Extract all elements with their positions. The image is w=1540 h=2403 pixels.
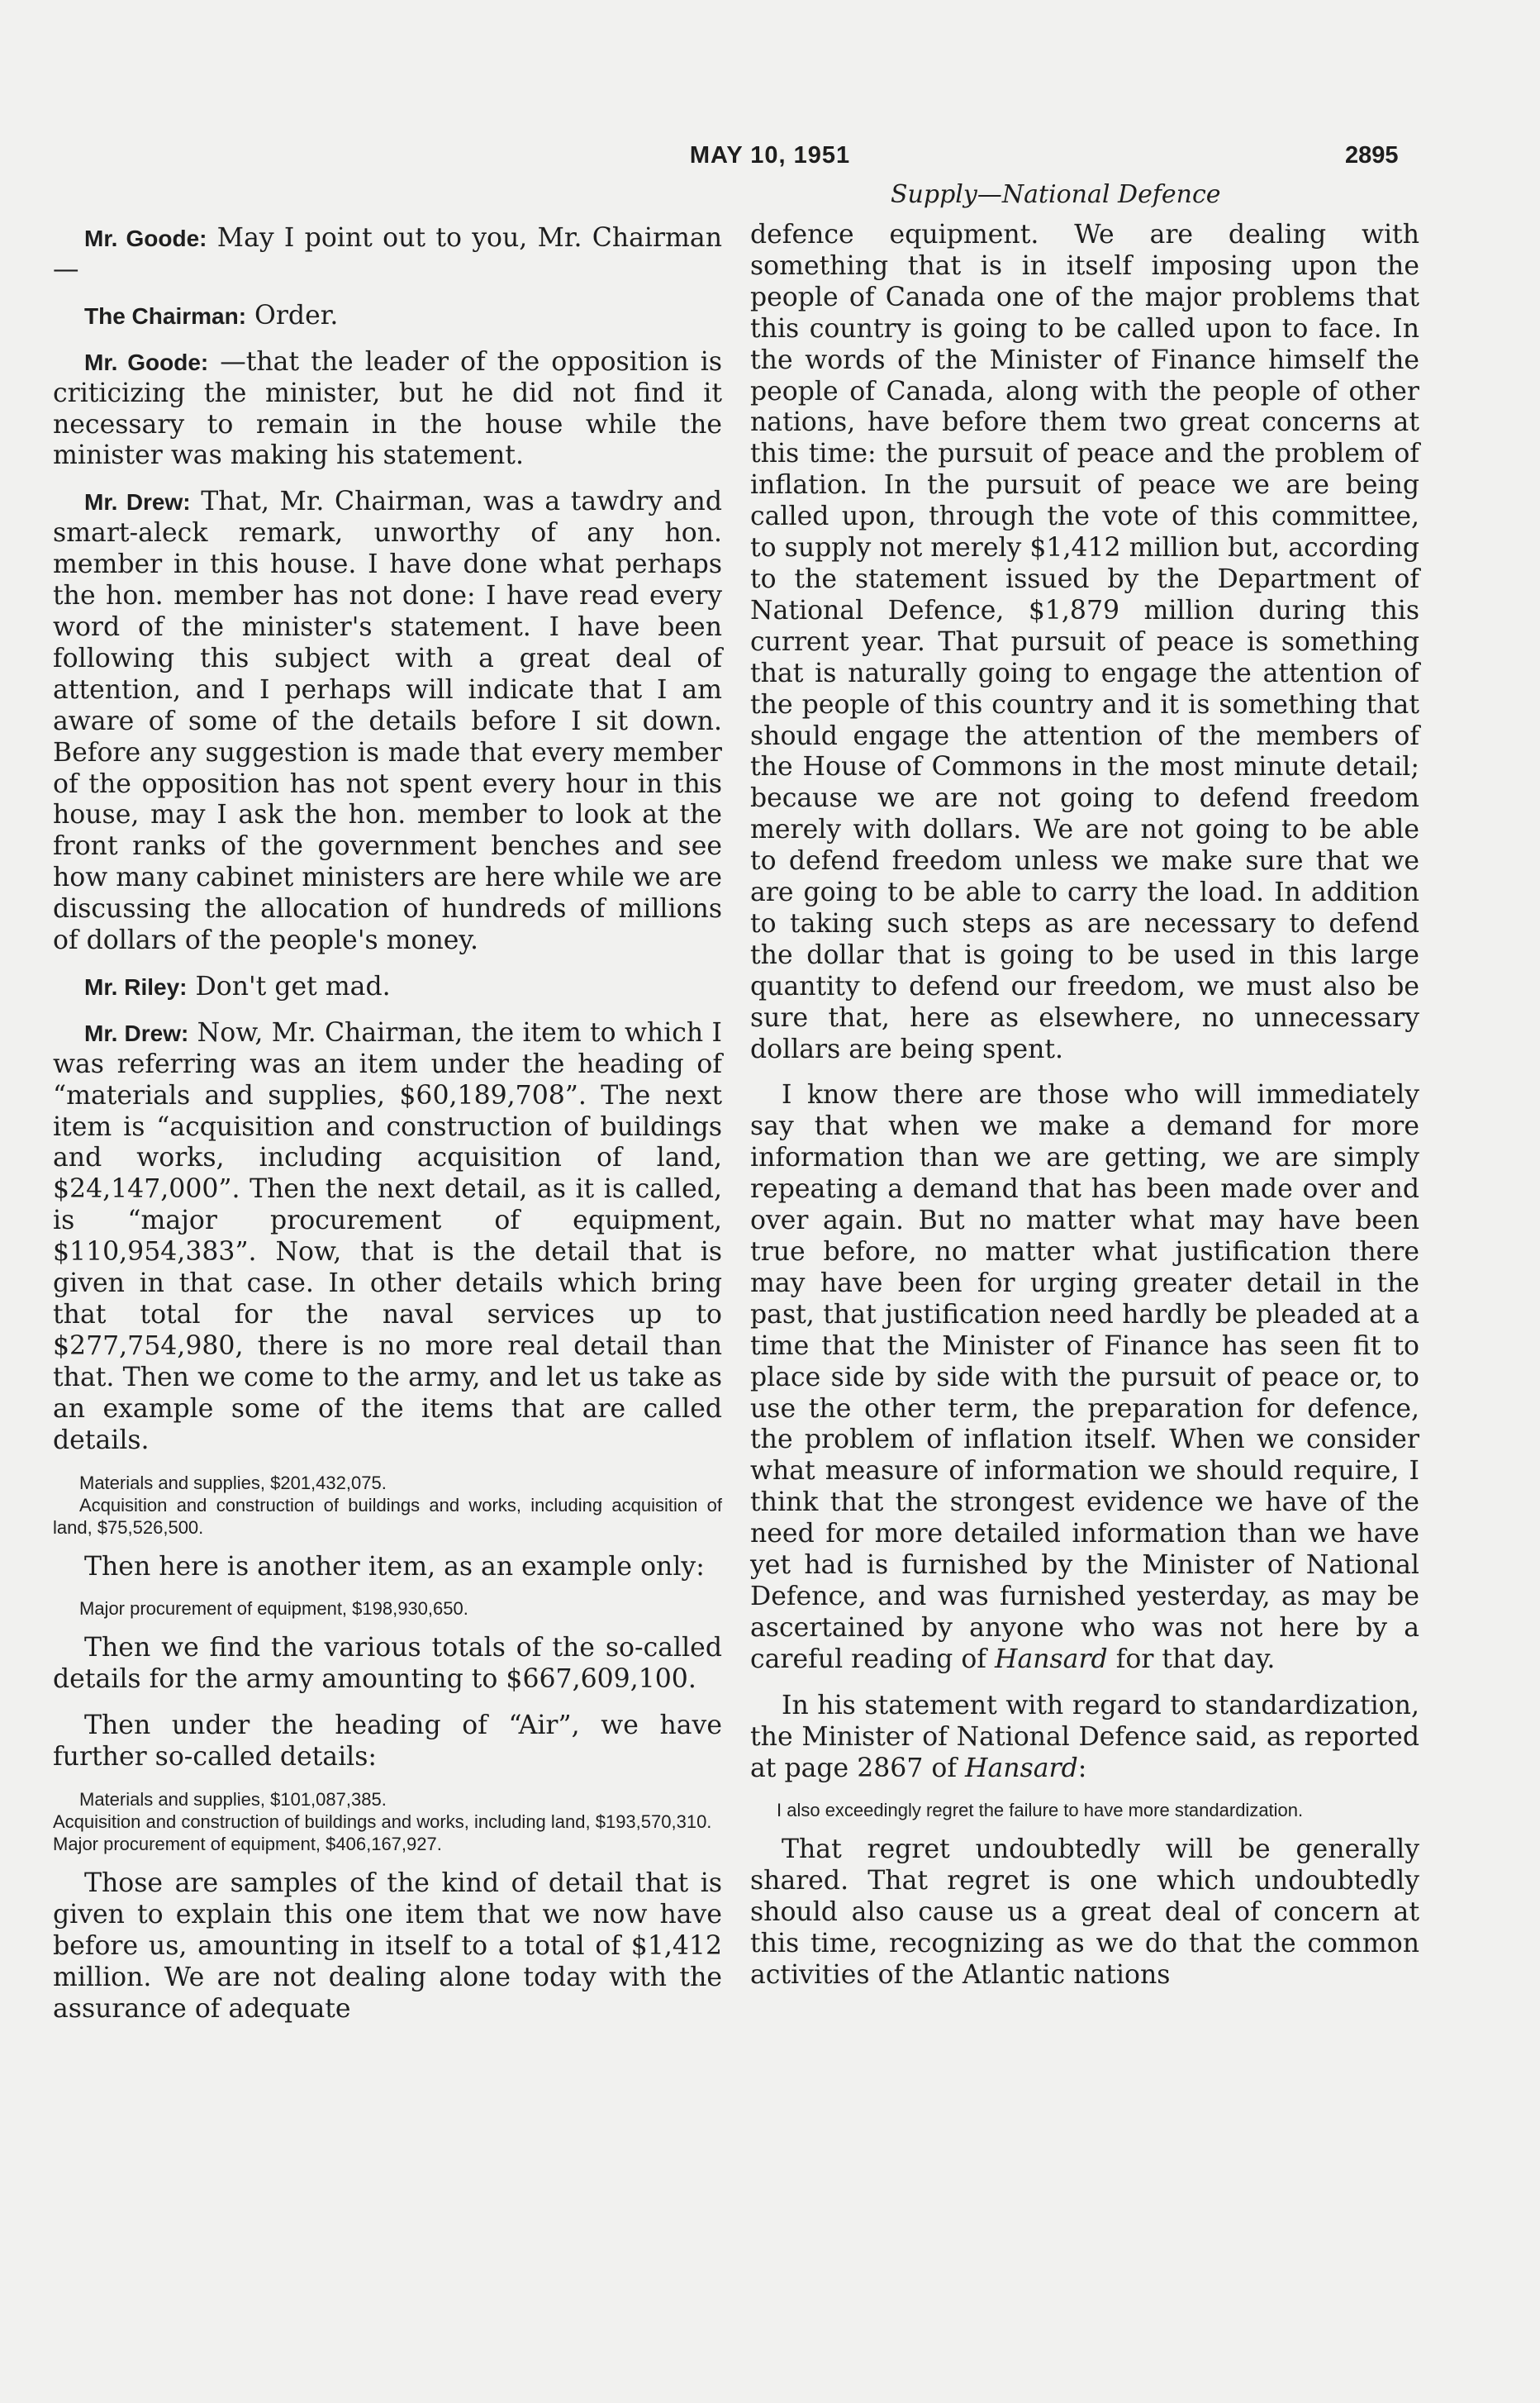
paragraph-text: May I point out to you, Mr. Chairman— [53, 223, 722, 284]
quote-line: Acquisition and construction of buildings and works, including land, $193,570,310. [53, 1811, 712, 1833]
paragraph-text: That, Mr. Chairman, was a tawdry and smart-aleck remark, unworthy of any hon. member in this house. I have done what perhaps the hon. member has not done: I have read every word of the minister's statement. I have been following this subject with a great deal of attention, and I perhaps will indicate that I am aware of some of the details before I sit down. Before any suggestion is made that every member of the opposition has not spent every hour in this house, may I ask the hon. member to look at the front ranks of the government benches and see how many cabinet ministers are here while we are discussing the allocation of hundreds of millions of dollars of the people's money. [53, 487, 723, 956]
speaker-name: Mr. Drew: [84, 1020, 189, 1046]
paragraph: defence equipment. We are dealing with something that is in itself imposing upon the people of Canada one of the major problems that this country is going to be called upon to face. In the words of the Minister of Finance himself the people of Canada, along with the people of other nations, have before them two great concerns at this time: the pursuit of peace and the problem of inflation. In the pursuit of peace we are being called upon, through the vote of this committee, to supply not merely $1,412 million but, according to the statement issued by the Department of National Defence, $1,879 million during this current year. That pursuit of peace is something that is naturally going to engage the attention of the people of this country and it is something that should engage the attention of the members of the House of Commons in the most minute detail; because we are not going to defend freedom merely with dollars. We are not going to be able to defend freedom unless we make sure that we are going to be able to carry the load. In addition to taking such steps as are necessary to defend the dollar that is going to be used in this large quantity to defend our freedom, we must also be sure that, here as elsewhere, no unnecessary dollars are being spent. [750, 220, 1419, 1064]
quote-line: Major procurement of equipment, $406,167,927. [53, 1834, 442, 1855]
paragraph: Those are samples of the kind of detail that is given to explain this one item that we now have before us, amounting in itself to a total of $1,412 million. We are not dealing alone today with the assurance of adequate [53, 1868, 722, 2024]
paragraph-text: Now, Mr. Chairman, the item to which I was referring was an item under the heading of “materials and supplies, $60,189,708”. The next item is “acquisition and construction of buildings and works, including acquisition of land, $24,147,000”. Then the next detail, as it is called, is “major procurement of equipment, $110,954,383”. Now, that is the detail that is given in that case. In other details which bring that total for the naval services up to $277,754,980, there is no more real detail than that. Then we come to the army, and let us take as an example some of the items that are called details. [53, 1017, 722, 1455]
page-number: 2895 [1345, 142, 1399, 169]
speaker-name: Mr. Goode: [84, 349, 209, 375]
paragraph [750, 1691, 1419, 1785]
quote-line: I also exceedingly regret the failure to have more standardization. [777, 1800, 1304, 1821]
quoted-list [53, 1472, 722, 1539]
paragraph [53, 972, 722, 1003]
paragraph: Then here is another item, as an example only: [84, 1551, 705, 1582]
quote-line: Acquisition and construction of buildings and works, including acquisition of land, $75,526,500. [53, 1494, 722, 1538]
left-column [53, 223, 722, 2040]
header-date: MAY 10, 1951 [689, 142, 851, 169]
hansard-ref: Hansard [994, 1644, 1108, 1674]
paragraph [53, 347, 722, 473]
paragraph [53, 301, 722, 332]
hansard-ref: Hansard [965, 1753, 1078, 1783]
speaker-name: The Chairman: [84, 302, 247, 329]
quotation [750, 1799, 1419, 1821]
paragraph [53, 1018, 722, 1457]
quote-line: Major procurement of equipment, $198,930,650. [79, 1598, 468, 1620]
paragraph [750, 1080, 1419, 1675]
speaker-name: Mr. Riley: [84, 973, 188, 1000]
paragraph: That regret undoubtedly will be generally shared. That regret is one which undoubtedly should also cause us a great deal of concern at this time, recognizing as we do that the common activities of the Atlantic nations [750, 1834, 1419, 1991]
paragraph-text: I know there are those who will immediately say that when we make a demand for more information than we are getting, we are simply repeating a demand that has been made over and over again. But no matter what may have been true before, no matter what justification there may have been for urging greater detail in the past, that justification need hardly be pleaded at a time that the Minister of Finance has seen fit to place side by side with the pursuit of peace or, to use the other term, the preparation for defence, the problem of inflation itself. When we consider what measure of information we should require, I think that the strongest evidence we have of the need for more detailed information than we have yet had is furnished by the Minister of National Defence, and was furnished yesterday, as may be ascertained by anyone who was not here by a careful reading of [750, 1080, 1419, 1674]
section-title: Supply—National Defence [891, 180, 1221, 209]
paragraph: Then we find the various totals of the so-called details for the army amounting to $667,609,100. [53, 1633, 722, 1695]
quote-line: Materials and supplies, $101,087,385. [79, 1789, 387, 1811]
paragraph-text: Order. [246, 300, 339, 331]
paragraph-text: Don't get mad. [187, 971, 391, 1002]
paragraph-text: : [1077, 1753, 1087, 1783]
paragraph [53, 487, 722, 957]
paragraph-text: for that day. [1107, 1644, 1276, 1674]
right-column [750, 220, 1419, 2006]
quote-line: Materials and supplies, $201,432,075. [79, 1472, 387, 1493]
quoted-list [53, 1788, 722, 1855]
speaker-name: Mr. Goode: [84, 226, 207, 251]
paragraph-text: In his statement with regard to standardization, the Minister of National Defence said, as reported at page 2867 of [750, 1690, 1419, 1783]
paragraph: Then under the heading of “Air”, we have further so-called details: [53, 1711, 722, 1773]
paragraph [53, 223, 722, 286]
speaker-name: Mr. Drew: [84, 489, 191, 516]
paragraph-text: —that the leader of the opposition is criticizing the minister, but he did not find it necessary to remain in the house while the minister was making his statement. [53, 346, 722, 471]
quoted-list [53, 1597, 722, 1620]
